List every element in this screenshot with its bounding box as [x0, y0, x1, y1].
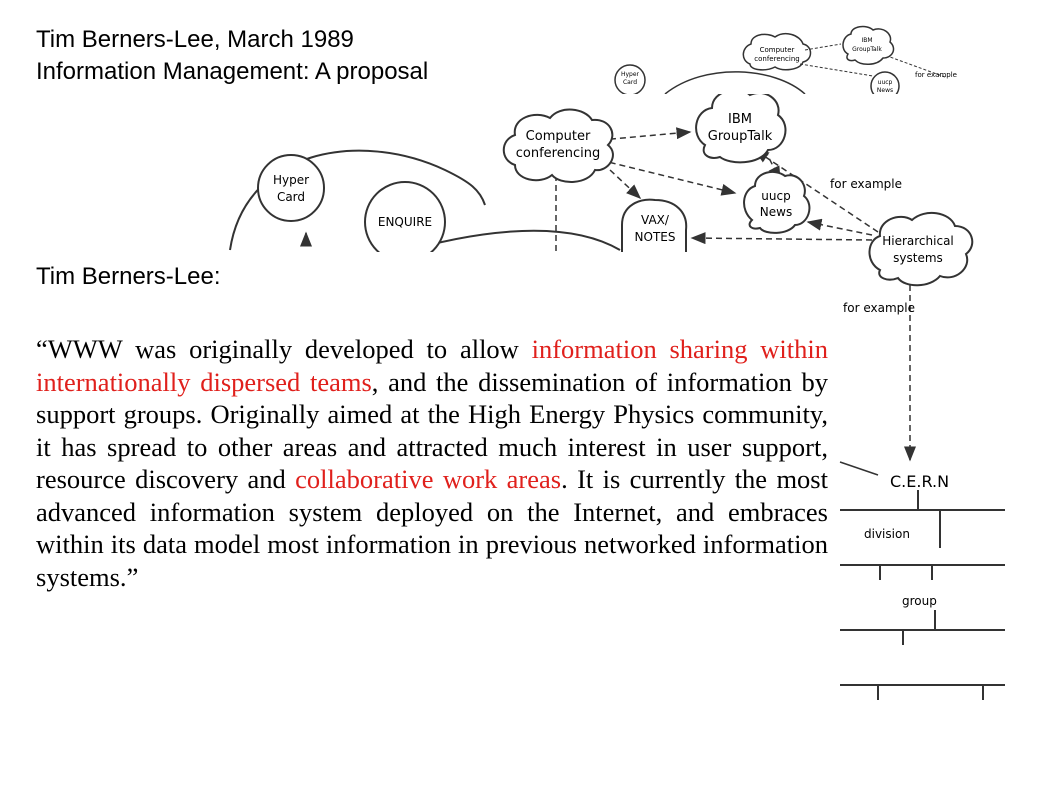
quote-text-2: , and the dissemination of information by support groups. Originally aimed at the High Energy Physics community, it has spread to other areas and attracted much interest in user support, resource discovery and [36, 366, 828, 494]
hierarchical-systems-node [869, 213, 972, 285]
thumb-hyper-label: Hyper [620, 71, 640, 78]
enquire-node [365, 182, 445, 262]
ibm-grouptalk-node [696, 90, 785, 162]
quote-text-3: . It is currently the most advanced information system deployed on the Internet, and embraces within its data model most information in previous networked information systems. [36, 464, 828, 592]
connector-line [808, 222, 872, 235]
card-label: Card [276, 190, 306, 204]
grouptalk-label: GroupTalk [707, 129, 773, 144]
systems-label: systems [893, 251, 943, 265]
cern-label: C.E.R.N [890, 472, 950, 491]
vax-label: VAX/ [641, 213, 669, 227]
quote-text-1: WWW was originally developed to allow [47, 334, 532, 364]
thumb-conferencing-label: conferencing [754, 55, 800, 63]
thumb-grouptalk-label: GroupTalk [852, 46, 882, 53]
connector-line [610, 170, 640, 198]
thumb-computer-label: Computer [759, 46, 795, 54]
header-line-1: Tim Berners-Lee, March 1989 [36, 26, 354, 53]
notes-label: NOTES [634, 230, 676, 244]
group-label: group [902, 594, 937, 608]
thumb-uucp-news-node [871, 72, 899, 94]
thumb-uucp-label: uucp [877, 79, 893, 86]
speaker-label: Tim Berners-Lee: [36, 263, 221, 290]
thumb-for-example-label: for example [915, 71, 957, 79]
close-quote-mark: ” [126, 561, 139, 592]
computer-conferencing-label-2: conferencing [515, 146, 601, 161]
division-label: division [864, 527, 910, 541]
computer-conferencing-node [504, 110, 613, 182]
thumb-news-label: News [876, 87, 894, 94]
thumb-hypercard-node [615, 65, 645, 94]
diagram-thumbnail [555, 22, 990, 94]
connector-line [692, 238, 872, 240]
for-example-label-2: for example [843, 301, 915, 315]
uucp-news-node [744, 172, 809, 233]
vax-notes-node [622, 200, 686, 252]
news-label: News [759, 205, 793, 219]
quote-highlight-2: collaborative work areas [295, 464, 562, 494]
thumb-ibm-label: IBM [861, 37, 873, 44]
header-line-2: Information Management: A proposal [36, 58, 429, 85]
thumb-card-label: Card [622, 79, 638, 86]
computer-conferencing-label-1: Computer [525, 129, 591, 144]
ibm-label: IBM [728, 112, 752, 127]
enquire-label: ENQUIRE [377, 215, 433, 229]
mask-area [228, 252, 828, 312]
quote-paragraph [36, 333, 828, 593]
quote-highlight-1: information sharing within internationally dispersed teams [36, 334, 828, 397]
hyper-label: Hyper [272, 173, 310, 187]
for-example-label-1: for example [830, 177, 902, 191]
open-quote-mark: “ [36, 334, 48, 364]
uucp-label: uucp [761, 189, 791, 203]
connector-line [600, 160, 735, 193]
hypercard-node [258, 155, 324, 221]
hierarchical-label: Hierarchical [882, 234, 954, 248]
connector-line [840, 462, 878, 475]
connector-line [600, 132, 690, 140]
slide-header [36, 24, 428, 88]
